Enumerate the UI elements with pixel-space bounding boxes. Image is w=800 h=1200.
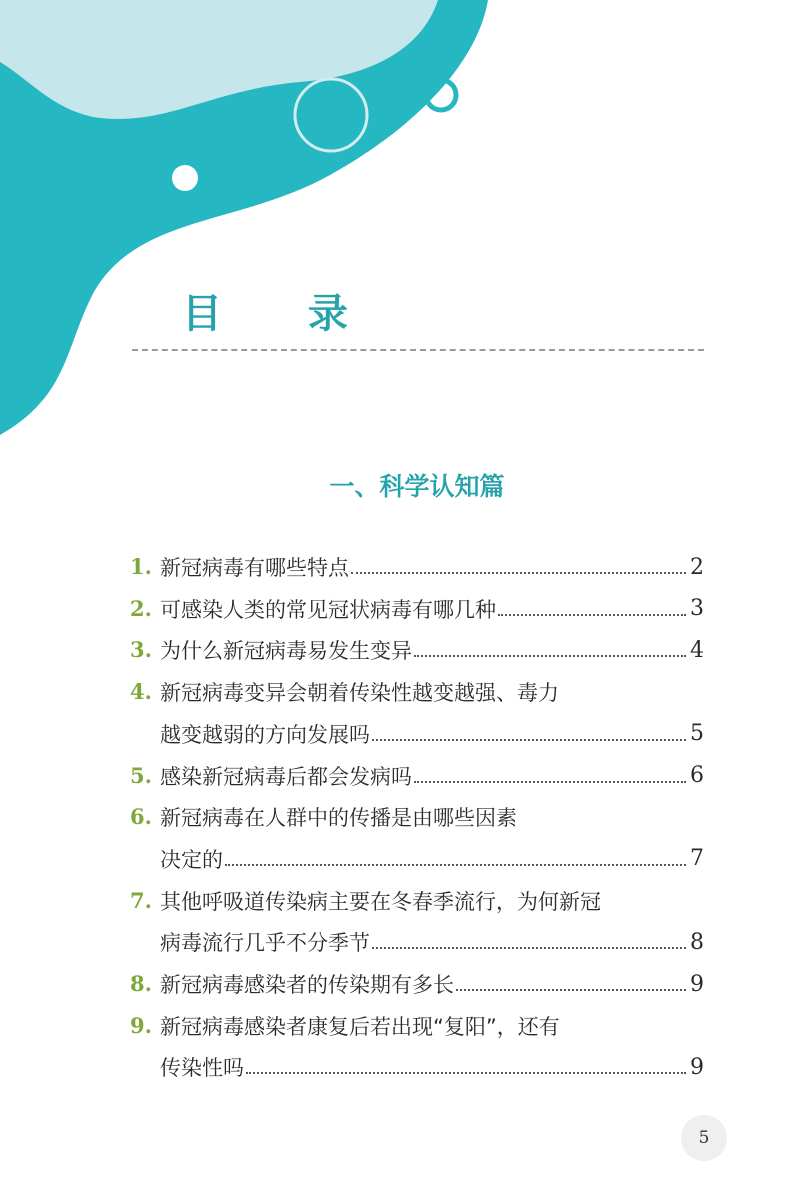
toc-entry-page: 5 xyxy=(690,721,704,747)
dot-leader xyxy=(456,989,686,991)
toc-entry-line xyxy=(130,884,704,918)
toc-entry-number: 2. xyxy=(130,595,152,621)
toc-entry-title: 新冠病毒有哪些特点 xyxy=(160,556,349,580)
toc-entry-number: 1. xyxy=(130,554,152,579)
toc-entry-title: 感染新冠病毒后都会发病吗 xyxy=(160,764,412,789)
toc-entry-title: 越变越弱的方向发展吗 xyxy=(160,722,370,747)
toc-entry-page: 4 xyxy=(690,637,704,663)
toc-entry-page: 7 xyxy=(690,846,704,872)
toc-entry-title: 为什么新冠病毒易发生变异 xyxy=(160,639,412,664)
dot-leader xyxy=(498,614,686,616)
page-title: 目 录 xyxy=(182,291,384,337)
toc-entry-number: 8. xyxy=(130,971,152,996)
section-heading: 一、科学认知篇 xyxy=(329,472,505,501)
dot-leader xyxy=(414,781,686,783)
toc-entry-title: 新冠病毒变异会朝着传染性越变越强、毒力 xyxy=(160,681,559,706)
toc-entry-title: 新冠病毒感染者康复后若出现“复阳”，还有 xyxy=(160,1014,560,1039)
toc-entry-line xyxy=(160,925,704,959)
dot-leader xyxy=(246,1072,686,1074)
toc-entry-number: 5. xyxy=(130,762,152,788)
dot-leader xyxy=(414,655,686,657)
toc-entry-line xyxy=(130,633,704,667)
toc-entry-line xyxy=(130,800,704,834)
toc-entry-title: 新冠病毒感染者的传染期有多长 xyxy=(160,973,454,997)
toc-entry-line xyxy=(160,1050,704,1084)
toc-entry-title: 新冠病毒在人群中的传播是由哪些因素 xyxy=(160,806,517,831)
toc-entry-line xyxy=(130,967,704,1001)
dot-leader xyxy=(351,572,686,574)
toc-entry-page: 8 xyxy=(690,929,704,955)
toc-entry-line xyxy=(130,1009,704,1043)
toc-entry-number: 4. xyxy=(130,679,152,705)
toc-entry-line xyxy=(130,550,704,584)
toc-entry-page: 9 xyxy=(690,1054,704,1080)
toc-entry-number: 7. xyxy=(130,887,152,913)
toc-entry-title: 其他呼吸道传染病主要在冬春季流行，为何新冠 xyxy=(160,889,601,914)
dot-leader xyxy=(225,864,686,866)
toc-entry-number: 9. xyxy=(130,1012,152,1038)
toc-entry-line xyxy=(160,842,704,876)
toc-entry-title: 病毒流行几乎不分季节 xyxy=(160,931,370,956)
dot-leader xyxy=(372,739,686,741)
toc-entry-title: 决定的 xyxy=(160,847,223,872)
toc-entry-title: 传染性吗 xyxy=(160,1056,244,1081)
page-number-badge: 5 xyxy=(681,1115,727,1161)
toc-entry-line xyxy=(130,675,704,709)
toc-entry-line xyxy=(160,717,704,751)
dot-leader xyxy=(372,947,686,949)
decorative-background xyxy=(0,0,800,460)
toc-entry-page: 9 xyxy=(690,971,704,997)
toc-entry-page: 3 xyxy=(690,596,704,622)
toc-entry-page: 6 xyxy=(690,763,704,788)
toc-entry-line xyxy=(130,759,704,793)
toc-entry-line xyxy=(130,592,704,626)
toc-entry-title: 可感染人类的常见冠状病毒有哪几种 xyxy=(160,597,496,622)
title-divider xyxy=(132,349,704,351)
white-dot xyxy=(172,165,198,191)
toc-entry-number: 3. xyxy=(130,637,152,663)
toc-entry-number: 6. xyxy=(130,804,152,830)
toc-entry-page: 2 xyxy=(690,554,704,580)
